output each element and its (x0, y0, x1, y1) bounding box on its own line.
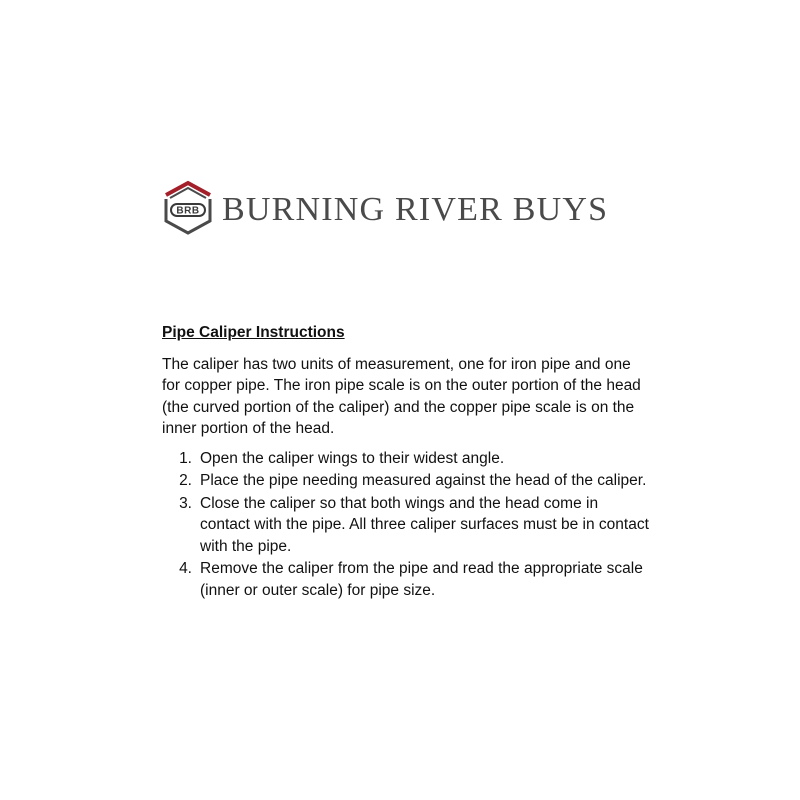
logo-monogram: BRB (176, 205, 200, 217)
list-item (162, 448, 652, 470)
step-text: Open the caliper wings to their widest angle. (200, 449, 505, 467)
brand-logo (162, 178, 642, 238)
list-item (162, 493, 652, 558)
step-number: 4. (179, 560, 192, 577)
instructions-section (162, 322, 652, 602)
step-number: 2. (179, 472, 192, 489)
intro-paragraph: The caliper has two units of measurement, one for iron pipe and one for copper pipe. The iron pipe scale is on the outer portion of the head (the curved portion of the caliper) and the copper pipe scale is on the inner portion of the head. (162, 355, 641, 437)
steps-list (162, 448, 652, 602)
step-number: 1. (179, 449, 192, 467)
document-title: Pipe Caliper Instructions (162, 324, 345, 341)
list-item (162, 470, 652, 492)
step-text: Place the pipe needing measured against the head of the caliper. (200, 472, 647, 489)
step-text: Close the caliper so that both wings and the head come in contact with the pipe. All three caliper surfaces must be in contact with the pipe. (200, 494, 649, 555)
step-number: 3. (179, 494, 192, 512)
list-item (162, 558, 652, 601)
brb-logo-icon (162, 180, 214, 236)
brand-wordmark: BURNING RIVER BUYS (222, 191, 609, 228)
step-text: Remove the caliper from the pipe and read the appropriate scale (inner or outer scale) for pipe size. (200, 560, 643, 599)
